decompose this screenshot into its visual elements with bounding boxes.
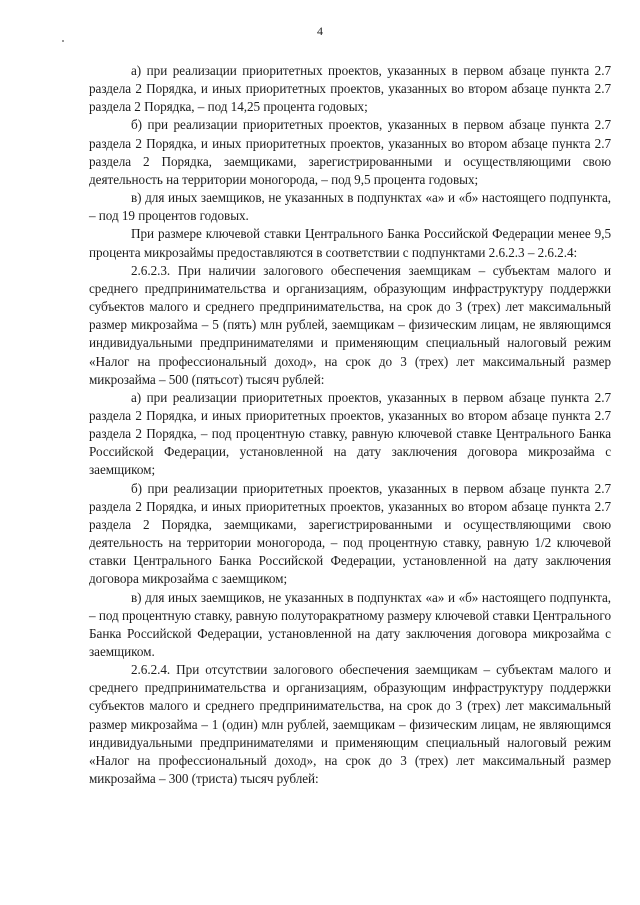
paragraph-2-6-2-3-v: в) для иных заемщиков, не указанных в подпунктах «а» и «б» настоящего подпункта, – под процентную ставку, равную полуторакратному размеру ключевой ставки Центрального Банка Российской Федерации, установленной на дату заключения договора микрозайма с заемщиком. — [89, 589, 611, 659]
paragraph-b-9-5: б) при реализации приоритетных проектов, указанных в первом абзаце пункта 2.7 раздела 2 Порядка, и иных приоритетных проектов, указанных во втором абзаце пункта 2.7 раздела 2 Порядка, заемщиками, зарегистрированными и осуществляющими свою деятельность на территории моногорода, – под 9,5 процента годовых; — [89, 117, 611, 187]
paragraph-v-19: в) для иных заемщиков, не указанных в подпунктах «а» и «б» настоящего подпункта, – под 19 процентов годовых. — [89, 190, 611, 224]
scan-speck — [62, 40, 64, 42]
paragraph-a-14-25: а) при реализации приоритетных проектов, указанных в первом абзаце пункта 2.7 раздела 2 Порядка, и иных приоритетных проектов, указанных во втором абзаце пункта 2.7 раздела 2 Порядка, – под 14,25 процента годовых; — [89, 63, 611, 115]
document-body — [89, 62, 611, 788]
paragraph-2-6-2-4: 2.6.2.4. При отсутствии залогового обеспечения заемщикам – субъектам малого и среднего предпринимательства и организациям, образующим инфраструктуру поддержки субъектов малого и среднего предпринимательства, на срок до 3 (трех) лет максимальный размер микрозайма – 1 (один) млн рублей, заемщикам – физическим лицам, не являющимся индивидуальными предпринимателями и применяющим специальный налоговый режим «Налог на профессиональный доход», на срок до 3 (трех) лет максимальный размер микрозайма – 300 (триста) тысяч рублей: — [89, 662, 611, 787]
paragraph-2-6-2-3-b: б) при реализации приоритетных проектов, указанных в первом абзаце пункта 2.7 раздела 2 Порядка, и иных приоритетных проектов, указанных во втором абзаце пункта 2.7 раздела 2 Порядка, заемщиками, зарегистрированными и осуществляющими свою деятельность на территории моногорода, – под процентную ставку, равную 1/2 ключевой ставки Центрального Банка Российской Федерации, установленной на дату заключения договора микрозайма с заемщиком; — [89, 480, 611, 587]
paragraph-key-rate-condition: При размере ключевой ставки Центрального Банка Российской Федерации менее 9,5 процента микрозаймы предоставляются в соответствии с подпунктами 2.6.2.3 – 2.6.2.4: — [89, 226, 611, 260]
paragraph-2-6-2-3: 2.6.2.3. При наличии залогового обеспечения заемщикам – субъектам малого и среднего предпринимательства и организациям, образующим инфраструктуру поддержки субъектов малого и среднего предпринимательства, на срок до 3 (трех) лет максимальный размер микрозайма – 5 (пять) млн рублей, заемщикам – физическим лицам, не являющимся индивидуальными предпринимателями и применяющим специальный налоговый режим «Налог на профессиональный доход», на срок до 3 (трех) лет максимальный размер микрозайма – 500 (пятьсот) тысяч рублей: — [89, 262, 611, 387]
paragraph-2-6-2-3-a: а) при реализации приоритетных проектов, указанных в первом абзаце пункта 2.7 раздела 2 Порядка, и иных приоритетных проектов, указанных во втором абзаце пункта 2.7 раздела 2 Порядка, – под процентную ставку, равную ключевой ставке Центрального Банка Российской Федерации, установленной на дату заключения договора микрозайма с заемщиком; — [89, 389, 611, 478]
page-number: 4 — [317, 24, 323, 38]
